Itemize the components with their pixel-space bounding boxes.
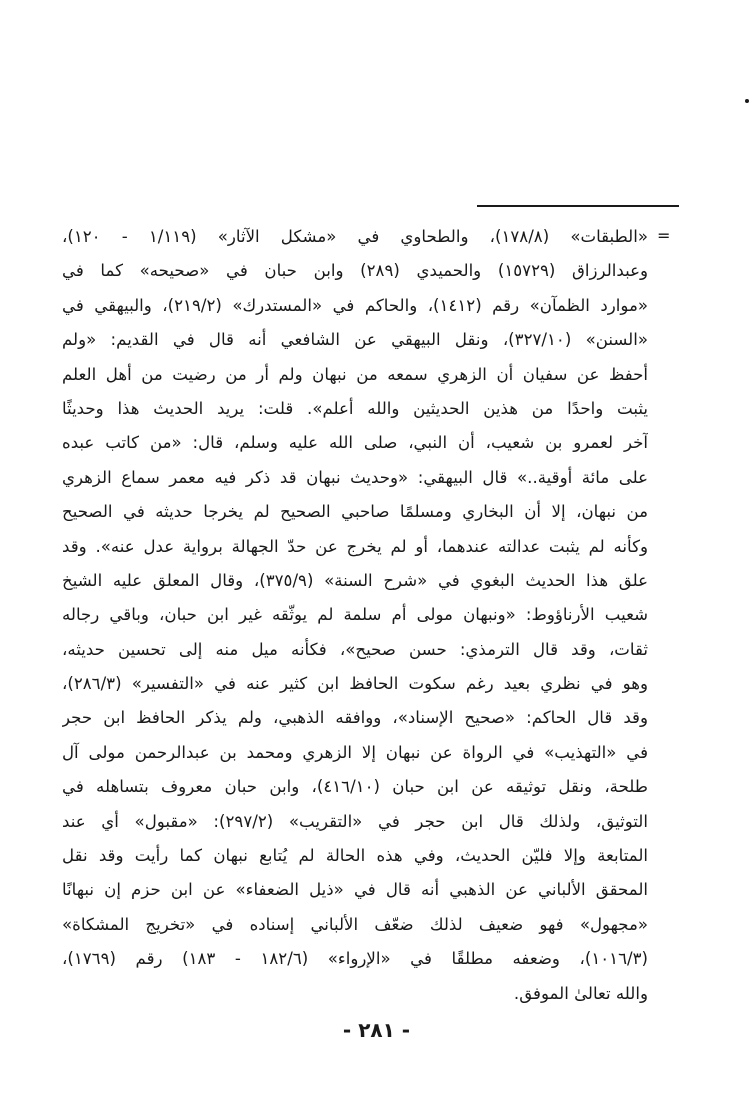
footnote-line: على مائة أوقية..» قال البيهقي: «وحديث نبهان قد ذكر فيه معمر سماع الزهري: [62, 467, 648, 487]
footnote-line: وقد قال الحاكم: «صحيح الإسناد»، ووافقه الذهبي، ولم يذكر الحافظ ابن حجر: [62, 708, 648, 728]
footnote-line: وعبدالرزاق (١٥٧٢٩) والحميدي (٢٨٩) وابن حبان في «صحيحه» كما في: [62, 261, 648, 281]
footnote-rule: [477, 205, 679, 207]
footnote-line: طلحة، ونقل توثيقه عن ابن حبان (٤١٦/١٠)، وابن حبان معروف بتساهله في: [62, 777, 648, 797]
footnote-line: آخر لعمرو بن شعيب، أن النبي، صلى الله عليه وسلم، قال: «من كاتب عبده: [62, 433, 648, 453]
footnote-line: «موارد الظمآن» رقم (١٤١٢)، والحاكم في «المستدرك» (٢١٩/٢)، والبيهقي في: [62, 295, 648, 315]
footnote-line: وهو في نظري بعيد رغم سكوت الحافظ ابن كثير عنه في «التفسير» (٢٨٦/٣)،: [62, 674, 648, 694]
footnote-line: «مجهول» فهو ضعيف لذلك ضعّف الألباني إسناده في «تخريج المشكاة»: [62, 914, 648, 934]
footnote-line: أحفظ عن سفيان أن الزهري سمعه من نبهان ولم أر من رضيت من أهل العلم: [62, 364, 648, 384]
footnote-line: يثبت واحدًا من هذين الحديثين والله أعلم». قلت: يريد الحديث هذا وحديثًا: [62, 398, 648, 418]
footnote-line: وكأنه لم يثبت عدالته عندهما، أو لم يخرج عن حدّ الجهالة برواية عدل عنه». وقد: [62, 536, 648, 556]
footnote-line: «الطبقات» (١٧٨/٨)، والطحاوي في «مشكل الآثار» (١/١١٩ - ١٢٠)،: [62, 227, 648, 246]
footnote-text: [62, 220, 648, 1011]
footnote-line: ثقات، وقد قال الترمذي: حسن صحيح»، فكأنه ميل منه إلى تحسين حديثه،: [62, 639, 648, 659]
footnote-line: التوثيق، ولذلك قال ابن حجر في «التقريب» (٢٩٧/٢): «مقبول» أي عند: [62, 811, 648, 831]
footnote-line: علق هذا الحديث البغوي في «شرح السنة» (٣٧٥/٩)، وقال المعلق عليه الشيخ: [62, 570, 648, 590]
footnote-line: المحقق الألباني عن الذهبي أنه قال في «ذيل الضعفاء» عن ابن حزم إن نبهانًا: [62, 880, 648, 900]
page-dot: [745, 99, 749, 103]
footnote-line: من نبهان، إلا أن البخاري ومسلمًا صاحبي الصحيح لم يخرجا حديثه في الصحيح: [62, 502, 648, 522]
footnote-line-last: والله تعالىٰ الموفق.: [513, 983, 648, 1003]
page-number: - ٢٨١ -: [342, 1018, 411, 1042]
footnote-line: المتابعة وإلا فليّن الحديث، وفي هذه الحالة لم يُتابع نبهان كما رأيت وقد نقل: [62, 846, 648, 866]
footnote-line: في «التهذيب» في الرواة عن نبهان إلا الزهري ومحمد بن عبدالرحمن مولى آل: [62, 742, 648, 762]
footnote-line: (١٠١٦/٣)، وضعفه مطلقًا في «الإرواء» (١٨٢/٦ - ١٨٣) رقم (١٧٦٩)،: [62, 949, 648, 969]
continuation-mark: =: [657, 226, 671, 245]
footnote-line: شعيب الأرناؤوط: «ونبهان مولى أم سلمة لم يوثّقه غير ابن حبان، وباقي رجاله: [62, 605, 648, 625]
footnote-line: «السنن» (٣٢٧/١٠)، ونقل البيهقي عن الشافعي أنه قال في القديم: «ولم: [62, 330, 648, 350]
